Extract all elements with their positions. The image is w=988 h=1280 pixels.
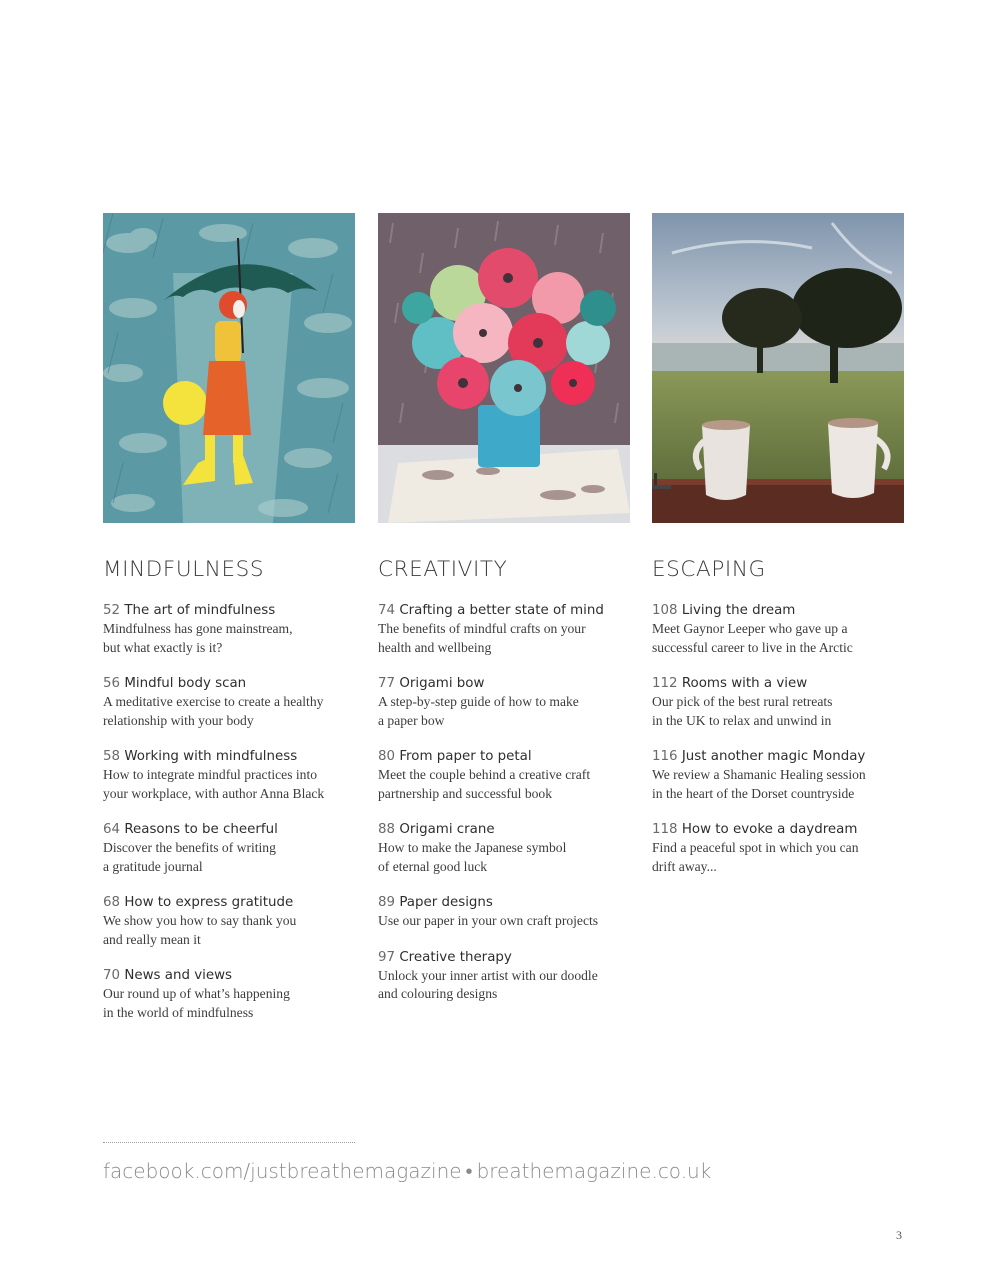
entry-title [652,674,914,693]
entry-heading: Rooms with a view [681,676,808,691]
toc-entry[interactable] [652,674,914,730]
entry-title [378,820,640,839]
toc-entry[interactable] [103,893,365,949]
entry-heading: Crafting a better state of mind [399,603,604,618]
entry-title [103,966,365,985]
toc-entry[interactable] [378,893,640,931]
entry-description: Use our paper in your own craft projects [378,913,599,928]
entry-title [378,747,640,766]
entry-page-number: 108 [652,603,678,618]
entry-description: We review a Shamanic Healing session in the heart of the Dorset countryside [652,767,866,801]
entry-heading: Mindful body scan [124,676,247,691]
website-link[interactable]: breathemagazine.co.uk [476,1159,712,1183]
toc-entry[interactable] [103,820,365,876]
entry-description: Mindfulness has gone mainstream, but what exactly is it? [103,621,293,655]
entry-page-number: 77 [378,676,396,691]
toc-entry[interactable] [652,601,914,657]
entry-title [378,601,640,620]
entry-page-number: 74 [378,603,396,618]
entry-page-number: 58 [103,749,121,764]
entry-heading: Creative therapy [399,949,512,965]
entry-page-number: 116 [652,749,678,764]
entry-description: We show you how to say thank you and really mean it [103,913,297,947]
entry-page-number: 70 [103,968,121,983]
entry-page-number: 89 [378,895,396,910]
footer-links [103,1156,711,1186]
entry-title [378,674,640,693]
entry-description: Meet Gaynor Leeper who gave up a successful career to live in the Arctic [652,621,853,655]
entry-description: Discover the benefits of writing a gratitude journal [103,840,276,874]
entry-heading: How to evoke a daydream [681,822,858,837]
creativity-column [378,556,640,1021]
entry-title [378,948,640,967]
escaping-photo [652,213,904,523]
entry-page-number: 97 [378,949,396,965]
toc-entry[interactable] [378,601,640,657]
entry-page-number: 64 [103,822,121,837]
entry-title [652,601,914,620]
entry-description: A meditative exercise to create a healthy relationship with your body [103,694,324,728]
entry-description: How to integrate mindful practices into your workplace, with author Anna Black [103,767,325,801]
entry-heading: Working with mindfulness [124,749,298,764]
entry-heading: How to express gratitude [124,895,294,910]
toc-entry[interactable] [652,820,914,876]
entry-description: Find a peaceful spot in which you can drift away... [652,840,859,874]
entry-heading: Origami bow [399,676,485,691]
entry-heading: Just another magic Monday [681,749,866,764]
entry-page-number: 88 [378,822,396,837]
entry-title [652,820,914,839]
footer-divider [103,1142,355,1143]
creativity-photo [378,213,630,523]
entry-heading: From paper to petal [399,749,532,764]
toc-entry[interactable] [378,948,640,1004]
entry-heading: Living the dream [681,603,796,618]
mindfulness-illustration [103,213,355,523]
entry-title [103,893,365,912]
toc-entry[interactable] [103,747,365,803]
facebook-link[interactable]: facebook.com/justbreathemagazine [103,1159,462,1183]
mindfulness-column [103,556,365,1039]
entry-page-number: 80 [378,749,396,764]
entry-description: Our round up of what’s happening in the world of mindfulness [103,986,290,1020]
escaping-column [652,556,914,893]
entry-page-number: 56 [103,676,121,691]
entry-description: Meet the couple behind a creative craft partnership and successful book [378,767,591,801]
entry-description: How to make the Japanese symbol of eternal good luck [378,840,567,874]
entry-title [103,820,365,839]
section-heading-creativity: CREATIVITY [378,557,508,582]
toc-entry[interactable] [652,747,914,803]
entry-title [103,747,365,766]
entry-description: The benefits of mindful crafts on your health and wellbeing [378,621,586,655]
toc-entry[interactable] [378,674,640,730]
section-heading-escaping: ESCAPING [652,557,766,582]
entry-heading: News and views [124,968,233,983]
entry-heading: Paper designs [399,895,493,910]
entry-title [103,601,365,620]
entry-heading: The art of mindfulness [124,603,276,618]
page-number: 3 [896,1228,902,1242]
toc-entry[interactable] [103,674,365,730]
toc-entry[interactable] [378,747,640,803]
entry-heading: Origami crane [399,822,495,837]
toc-entry[interactable] [103,601,365,657]
entry-title [652,747,914,766]
entry-title [103,674,365,693]
toc-entry[interactable] [378,820,640,876]
footer-separator: • [465,1159,473,1183]
entry-page-number: 118 [652,822,678,837]
entry-page-number: 52 [103,603,121,618]
toc-entry[interactable] [103,966,365,1022]
section-heading-mindfulness: MINDFULNESS [103,557,265,582]
entry-description: A step-by-step guide of how to make a paper bow [378,694,579,728]
entry-page-number: 68 [103,895,121,910]
entry-heading: Reasons to be cheerful [124,822,278,837]
entry-description: Our pick of the best rural retreats in the UK to relax and unwind in [652,694,833,728]
entry-title [378,893,640,912]
entry-description: Unlock your inner artist with our doodle and colouring designs [378,967,598,1001]
entry-page-number: 112 [652,676,678,691]
